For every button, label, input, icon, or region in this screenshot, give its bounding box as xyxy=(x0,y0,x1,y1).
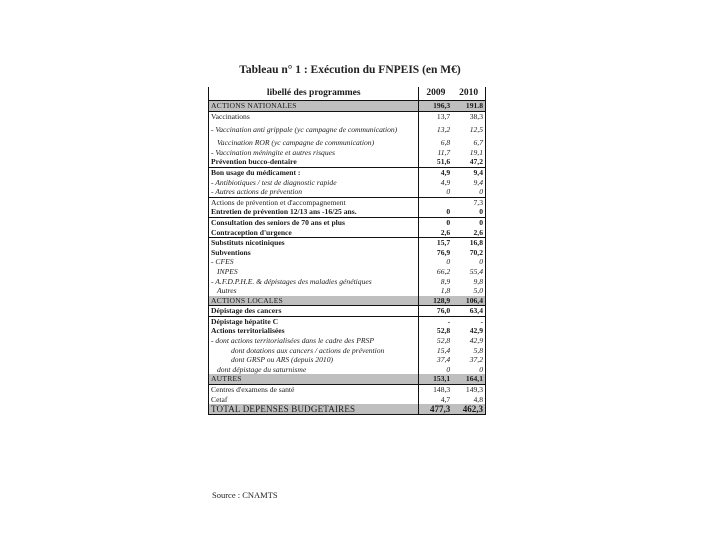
row-label: - dont actions territorialisées dans le cadre des PRSP xyxy=(209,336,419,346)
table-row xyxy=(209,296,486,306)
value-2009: 13,2 xyxy=(436,124,451,134)
row-label: INPES xyxy=(209,267,419,277)
value-2009: 128,9 xyxy=(419,296,452,306)
value-2009: 153,1 xyxy=(419,374,452,384)
table-row xyxy=(209,178,486,188)
header-2010: 2010 xyxy=(452,87,485,101)
value-2009: 0 xyxy=(446,207,451,217)
table-row xyxy=(209,121,486,138)
row-label: - CFES xyxy=(209,257,419,267)
value-2009: 148,3 xyxy=(419,385,452,395)
row-label: - Vaccination méningite et autres risques xyxy=(209,148,419,158)
table-row xyxy=(209,306,486,317)
value-2010: 9,8 xyxy=(452,277,485,287)
value-2010: 0 xyxy=(452,207,485,217)
table-row xyxy=(209,111,486,121)
value-2010: 55,4 xyxy=(452,267,485,277)
value-2010: 12,5 xyxy=(452,121,485,138)
value-2009: 15,7 xyxy=(419,238,452,248)
value-2010: 16,8 xyxy=(452,238,485,248)
row-label: dont GRSP ou ARS (depuis 2010) xyxy=(209,355,419,365)
table-row xyxy=(209,187,486,197)
row-label: TOTAL DEPENSES BUDGETAIRES xyxy=(209,404,419,414)
value-2009: 196,3 xyxy=(419,101,452,112)
table-row xyxy=(209,365,486,375)
table-row xyxy=(209,257,486,267)
row-label: Contraception d'urgence xyxy=(209,228,419,238)
table-row xyxy=(209,267,486,277)
header-2009: 2009 xyxy=(419,87,452,101)
value-2009 xyxy=(419,197,452,207)
value-2010: 42,9 xyxy=(452,326,485,336)
row-label: Vaccinations xyxy=(209,111,419,121)
table-row xyxy=(209,138,486,148)
header-label: libellé des programmes xyxy=(209,87,419,101)
row-label: ACTIONS NATIONALES xyxy=(209,101,419,112)
value-2009: 76,9 xyxy=(436,247,451,257)
value-2009: 37,4 xyxy=(436,355,451,365)
value-2010: 2,6 xyxy=(452,228,485,238)
value-2009: 477,3 xyxy=(419,404,452,414)
table-row xyxy=(209,101,486,112)
value-2009: 8,9 xyxy=(440,276,451,286)
value-2010: - xyxy=(452,316,485,326)
value-2010: 38,3 xyxy=(452,111,485,121)
value-2010: 5,0 xyxy=(452,286,485,296)
row-label: AUTRES xyxy=(209,374,419,384)
row-label: Cetaf xyxy=(209,395,419,405)
row-label: Prévention bucco-dentaire xyxy=(209,157,419,167)
row-label: Actions territorialisées xyxy=(209,326,419,336)
table-row xyxy=(209,157,486,167)
table-row xyxy=(209,197,486,207)
row-label: Subventions xyxy=(209,248,419,258)
row-label: Autres xyxy=(209,286,419,296)
table-row xyxy=(209,385,486,395)
value-2009: 4,9 xyxy=(440,177,451,187)
table-row xyxy=(209,277,486,287)
table-row xyxy=(209,228,486,238)
value-2010: 9,4 xyxy=(452,167,485,177)
value-2010: 7,3 xyxy=(452,197,485,207)
value-2010: 42,9 xyxy=(452,336,485,346)
table-row xyxy=(209,395,486,405)
value-2010: 6,7 xyxy=(452,138,485,148)
table-row xyxy=(209,217,486,227)
row-label: Bon usage du médicament : xyxy=(209,167,419,177)
table-row xyxy=(209,404,486,414)
value-2010: 164,1 xyxy=(452,374,485,384)
value-2009: 52,8 xyxy=(436,326,451,336)
row-label: dont dotations aux cancers / actions de prévention xyxy=(209,346,419,356)
value-2009: 66,2 xyxy=(436,266,451,276)
value-2010: 0 xyxy=(452,257,485,267)
table-row xyxy=(209,374,486,384)
value-2009: 0 xyxy=(446,187,451,197)
value-2009: 4,7 xyxy=(440,394,451,404)
row-label: - Vaccination anti grippale (yc campagne de communication) xyxy=(209,121,419,138)
value-2010: 106,4 xyxy=(452,296,485,306)
row-label: ACTIONS LOCALES xyxy=(209,296,419,306)
source-note: Source : CNAMTS xyxy=(212,490,278,500)
row-label: Dépistage hépatite C xyxy=(209,316,419,326)
value-2010: 70,2 xyxy=(452,248,485,258)
table-row xyxy=(209,336,486,346)
table-row xyxy=(209,207,486,217)
table-row xyxy=(209,355,486,365)
table-row xyxy=(209,238,486,248)
value-2009: 1,8 xyxy=(440,286,451,296)
value-2009: 51,6 xyxy=(436,157,451,167)
value-2010: 63,4 xyxy=(452,306,485,317)
row-label: Centres d'examens de santé xyxy=(209,385,419,395)
value-2010: 0 xyxy=(452,217,485,227)
value-2009: 0 xyxy=(446,257,451,267)
value-2009: 15,4 xyxy=(436,345,451,355)
table-row xyxy=(209,346,486,356)
value-2010: 191.8 xyxy=(452,101,485,112)
value-2009: 4,9 xyxy=(419,167,452,177)
value-2010: 37,2 xyxy=(452,355,485,365)
value-2010: 462,3 xyxy=(452,404,485,414)
value-2010: 19,1 xyxy=(452,148,485,158)
row-label: - A.F.D.P.H.E. & dépistages des maladies génétiques xyxy=(209,277,419,287)
value-2010: 9,4 xyxy=(452,178,485,188)
row-label: Consultation des seniors de 70 ans et plus xyxy=(209,217,419,227)
table-row xyxy=(209,316,486,326)
table-row xyxy=(209,248,486,258)
value-2010: 0 xyxy=(452,365,485,375)
fnpeis-table xyxy=(208,87,486,415)
table-title: Tableau n° 1 : Exécution du FNPEIS (en M€) xyxy=(239,64,461,76)
value-2009: 13,7 xyxy=(419,111,452,121)
table-row xyxy=(209,167,486,177)
header-row xyxy=(209,87,486,101)
row-label: - Autres actions de prévention xyxy=(209,187,419,197)
table-row xyxy=(209,286,486,296)
value-2009: - xyxy=(419,316,452,326)
value-2010: 149,3 xyxy=(452,385,485,395)
value-2009: 6,8 xyxy=(440,138,451,148)
table-row xyxy=(209,148,486,158)
table-body xyxy=(209,101,486,415)
value-2010: 0 xyxy=(452,187,485,197)
table-row xyxy=(209,326,486,336)
row-label: Vaccination ROR (yc campagne de communication) xyxy=(209,138,419,148)
value-2009: 0 xyxy=(446,364,451,374)
value-2009: 52,8 xyxy=(436,336,451,346)
row-label: Entretien de prévention 12/13 ans -16/25 ans. xyxy=(209,207,419,217)
row-label: Actions de prévention et d'accompagnement xyxy=(209,197,419,207)
row-label: Dépistage des cancers xyxy=(209,306,419,317)
value-2009: 76,0 xyxy=(419,306,452,317)
value-2010: 4,8 xyxy=(452,395,485,405)
value-2009: 0 xyxy=(419,217,452,227)
value-2009: 11,7 xyxy=(437,147,451,157)
row-label: dont dépistage du saturnisme xyxy=(209,365,419,375)
row-label: Substituts nicotiniques xyxy=(209,238,419,248)
row-label: - Antibiotiques / test de diagnostic rapide xyxy=(209,178,419,188)
value-2009: 2,6 xyxy=(440,227,451,237)
value-2010: 47,2 xyxy=(452,157,485,167)
value-2010: 5,8 xyxy=(452,346,485,356)
